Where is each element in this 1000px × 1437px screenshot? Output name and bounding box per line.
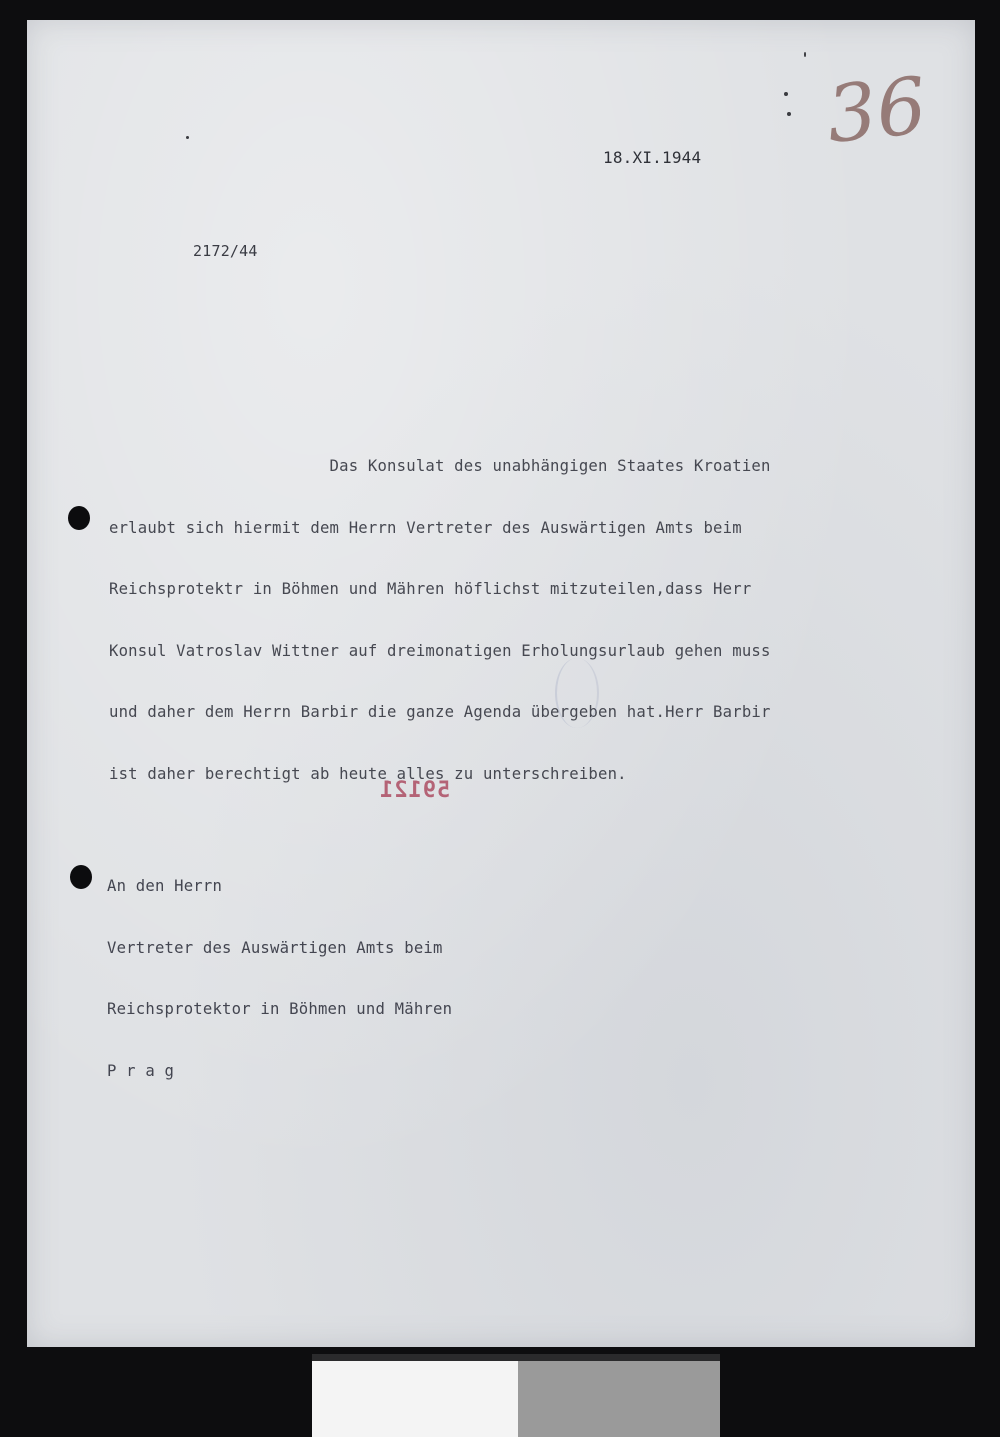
body-line: Das Konsulat des unabhängigen Staates Kroatien [109,457,771,475]
ink-speck [186,136,189,139]
reference-number: 2172/44 [193,242,258,260]
address-line: P r a g [107,1061,175,1080]
faint-stamp-mark [555,658,599,728]
letter-body [109,415,771,825]
body-line: und daher dem Herrn Barbir die ganze Agenda übergeben hat.Herr Barbir [109,703,771,721]
ink-speck [784,92,788,96]
folio-number: 36 [822,61,931,162]
recipient-address [107,835,452,1122]
body-line: ist daher berechtigt ab heute alles zu unterschreiben. [109,764,627,783]
color-target [312,1361,720,1437]
body-line: Konsul Vatroslav Wittner auf dreimonatigen Erholungsurlaub gehen muss [109,641,771,660]
document-sheet [27,20,975,1347]
archive-stamp-number: 59121 [379,778,451,803]
document-date: 18.XI.1944 [603,148,702,167]
address-line: An den Herrn [107,877,223,895]
gray-patch [518,1361,720,1437]
ink-speck [804,52,806,57]
address-line: Vertreter des Auswärtigen Amts beim [107,938,443,957]
ink-speck [787,112,791,116]
body-line: Reichsprotektr in Böhmen und Mähren höflichst mitzuteilen,dass Herr [109,580,752,598]
address-line: Reichsprotektor in Böhmen und Mähren [107,1000,453,1018]
white-patch [312,1361,518,1437]
punch-hole [68,506,90,530]
body-line: erlaubt sich hiermit dem Herrn Vertreter des Auswärtigen Amts beim [109,518,742,537]
color-target-edge [312,1354,720,1361]
punch-hole [70,865,92,889]
